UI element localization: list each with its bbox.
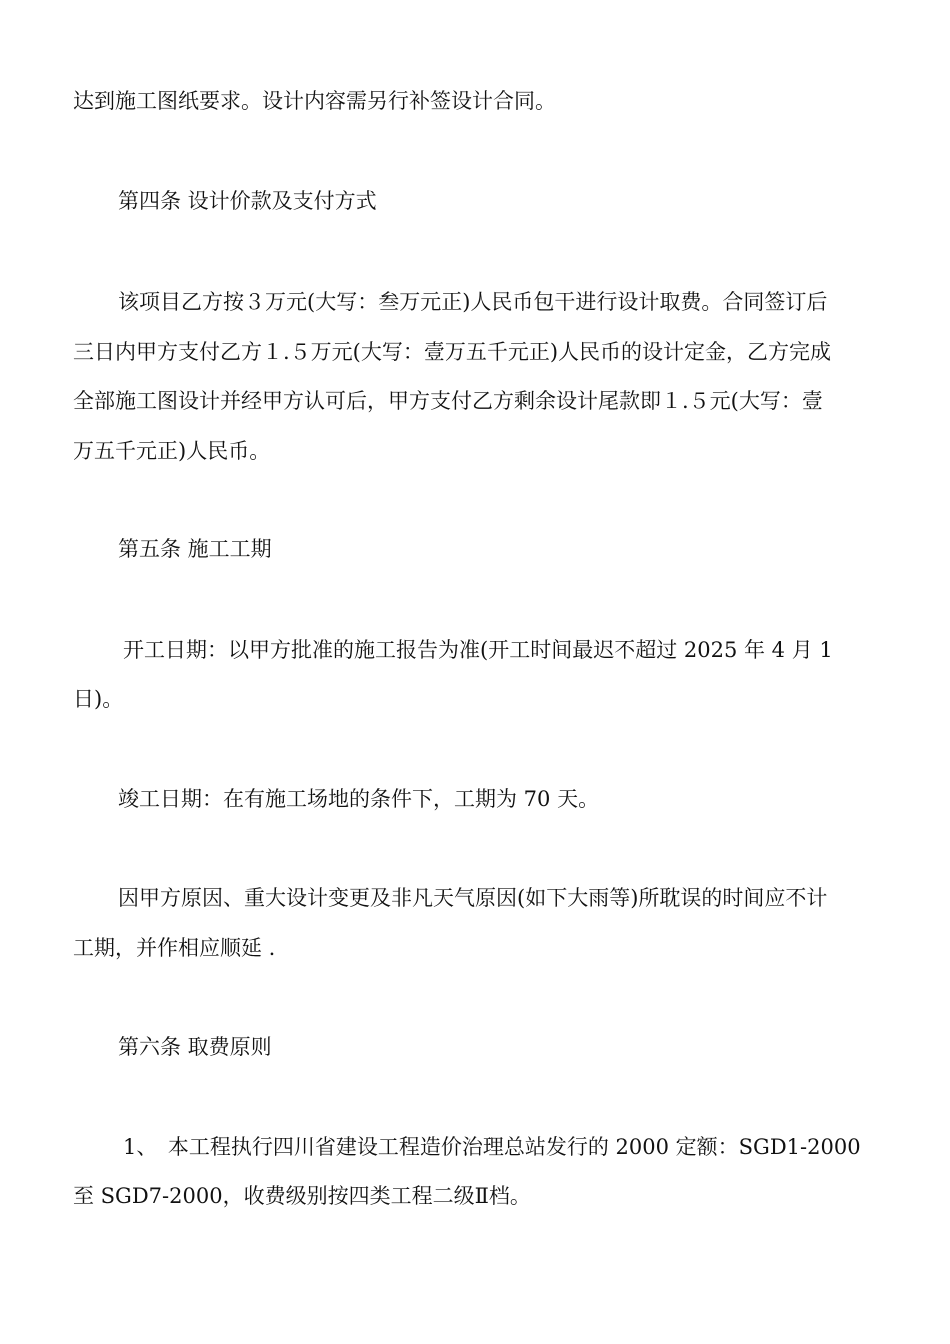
paragraph-line: 三日内甲方支付乙方１.５万元(大写：壹万五千元正)人民币的设计定金，乙方完成 <box>73 340 832 364</box>
paragraph-line: 开工日期：以甲方批准的施工报告为准(开工时间最迟不超过 2025 年 4 月 1 <box>123 638 833 662</box>
paragraph-line: 日)。 <box>73 687 124 711</box>
paragraph-line: 竣工日期：在有施工场地的条件下，工期为 70 天。 <box>118 787 600 811</box>
paragraph-line: 该项目乙方按３万元(大写：叁万元正)人民币包干进行设计取费。合同签订后 <box>118 290 828 314</box>
paragraph-line: 工期，并作相应顺延 . <box>73 936 276 960</box>
list-item: 1、 本工程执行四川省建设工程造价治理总站发行的 2000 定额：SGD1-2000 <box>123 1135 861 1159</box>
paragraph-line: 因甲方原因、重大设计变更及非凡天气原因(如下大雨等)所耽误的时间应不计 <box>118 886 828 910</box>
section-heading-article-6: 第六条 取费原则 <box>118 1035 272 1059</box>
paragraph-line: 全部施工图设计并经甲方认可后，甲方支付乙方剩余设计尾款即１.５元(大写：壹 <box>73 389 823 413</box>
paragraph-line: 万五千元正)人民币。 <box>73 439 271 463</box>
section-heading-article-4: 第四条 设计价款及支付方式 <box>118 189 377 213</box>
paragraph-line: 至 SGD7-2000，收费级别按四类工程二级Ⅱ档。 <box>73 1184 531 1208</box>
paragraph-line: 达到施工图纸要求。设计内容需另行补签设计合同。 <box>73 89 556 113</box>
section-heading-article-5: 第五条 施工工期 <box>118 537 272 561</box>
